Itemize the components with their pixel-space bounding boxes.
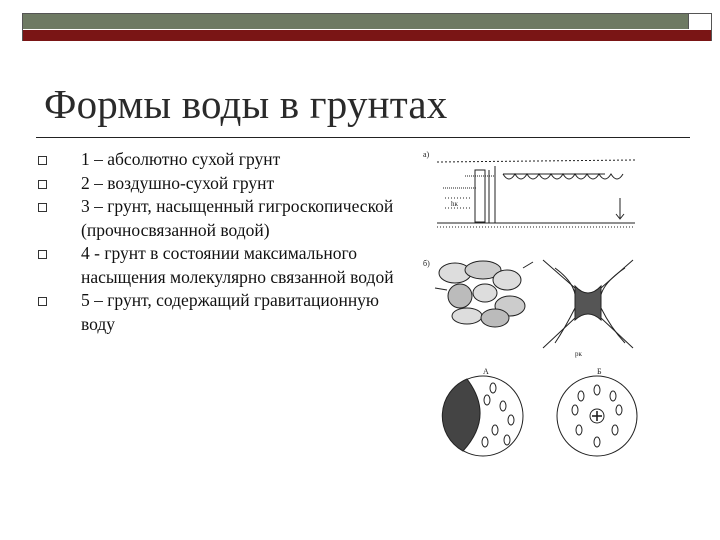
square-bullet-icon [38,156,47,165]
square-bullet-icon [38,297,47,306]
top-bar-corner-box [688,14,711,29]
slide-title: Формы воды в грунтах [44,81,448,127]
bullet-text: 5 – грунт, содержащий гравитационную воду [81,290,380,334]
figure-circle-a [442,367,523,456]
figure-circle-b [557,367,637,456]
top-bar-olive-strip [23,14,688,29]
bullet-item-2 [38,172,398,196]
bullet-text: 3 – грунт, насыщенный гигроскопической (прочносвязанной водой) [81,196,394,240]
bullet-item-4 [38,242,398,289]
square-bullet-icon [38,250,47,259]
figure-a-label: а) [423,150,430,159]
top-decor-bar [22,13,712,41]
bullet-item-1 [38,148,398,172]
bullet-text: 4 - грунт в состоянии максимального насыщения молекулярно связанной водой [81,243,394,287]
top-bar-maroon-strip [23,30,711,41]
circle-b-label: Б [597,367,602,376]
svg-text:hк: hк [451,200,458,208]
figure-b-particles [423,259,533,327]
figure-a-capillary-diagram [423,150,635,227]
bullet-text: 2 – воздушно-сухой грунт [81,172,275,193]
square-bullet-icon [38,203,47,212]
title-underline [36,137,690,138]
pk-label: рк [575,350,582,358]
bullet-list [38,148,398,336]
bullet-item-3 [38,195,398,242]
square-bullet-icon [38,180,47,189]
figure-b-label: б) [423,259,430,268]
bullet-item-5 [38,289,398,336]
circle-a-label: А [483,367,489,376]
figure-b-meniscus [543,260,633,358]
bullet-text: 1 – абсолютно сухой грунт [81,149,281,169]
soil-water-figures [415,148,655,468]
